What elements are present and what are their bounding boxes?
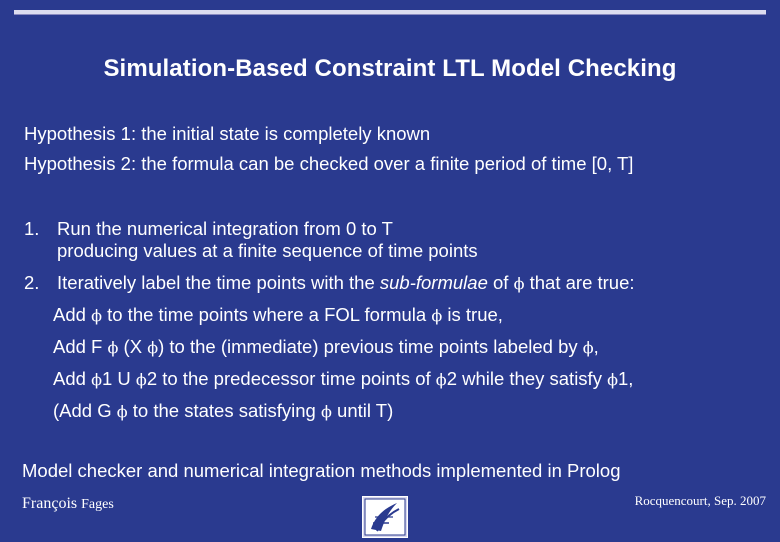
hypothesis-2: Hypothesis 2: the formula can be checked over a finite period of time [0, T]: [24, 153, 634, 174]
step-1-number: 1.: [24, 218, 40, 239]
footer-date: Rocquencourt, Sep. 2007: [634, 493, 766, 508]
inria-logo-icon: [362, 496, 408, 538]
step-2-text: Iteratively label the time points with the sub-formulae of ϕ that are true:: [57, 272, 635, 293]
step-1-line-2: producing values at a finite sequence of time points: [57, 240, 478, 261]
hypothesis-1: Hypothesis 1: the initial state is completely known: [24, 123, 431, 144]
step-1-text: Run the numerical integration from 0 to T: [57, 218, 393, 239]
rule-add-until: Add ϕ1 U ϕ2 to the predecessor time points of ϕ2 while they satisfy ϕ1,: [53, 368, 634, 389]
phi-symbol: ϕ: [513, 274, 525, 293]
conclusion-text: Model checker and numerical integration methods implemented in Prolog: [22, 460, 621, 481]
author-name: François Fages: [22, 495, 114, 512]
rule-add-g-phi: (Add G ϕ to the states satisfying ϕ until T): [53, 400, 394, 421]
rule-add-phi: Add ϕ to the time points where a FOL formula ϕ is true,: [53, 304, 503, 325]
top-rule-shadow: [14, 14, 766, 15]
step-2-number: 2.: [24, 272, 40, 293]
slide-title: Simulation-Based Constraint LTL Model Checking: [103, 55, 677, 82]
rule-add-f-phi: Add F ϕ (X ϕ) to the (immediate) previous time points labeled by ϕ,: [53, 336, 599, 357]
